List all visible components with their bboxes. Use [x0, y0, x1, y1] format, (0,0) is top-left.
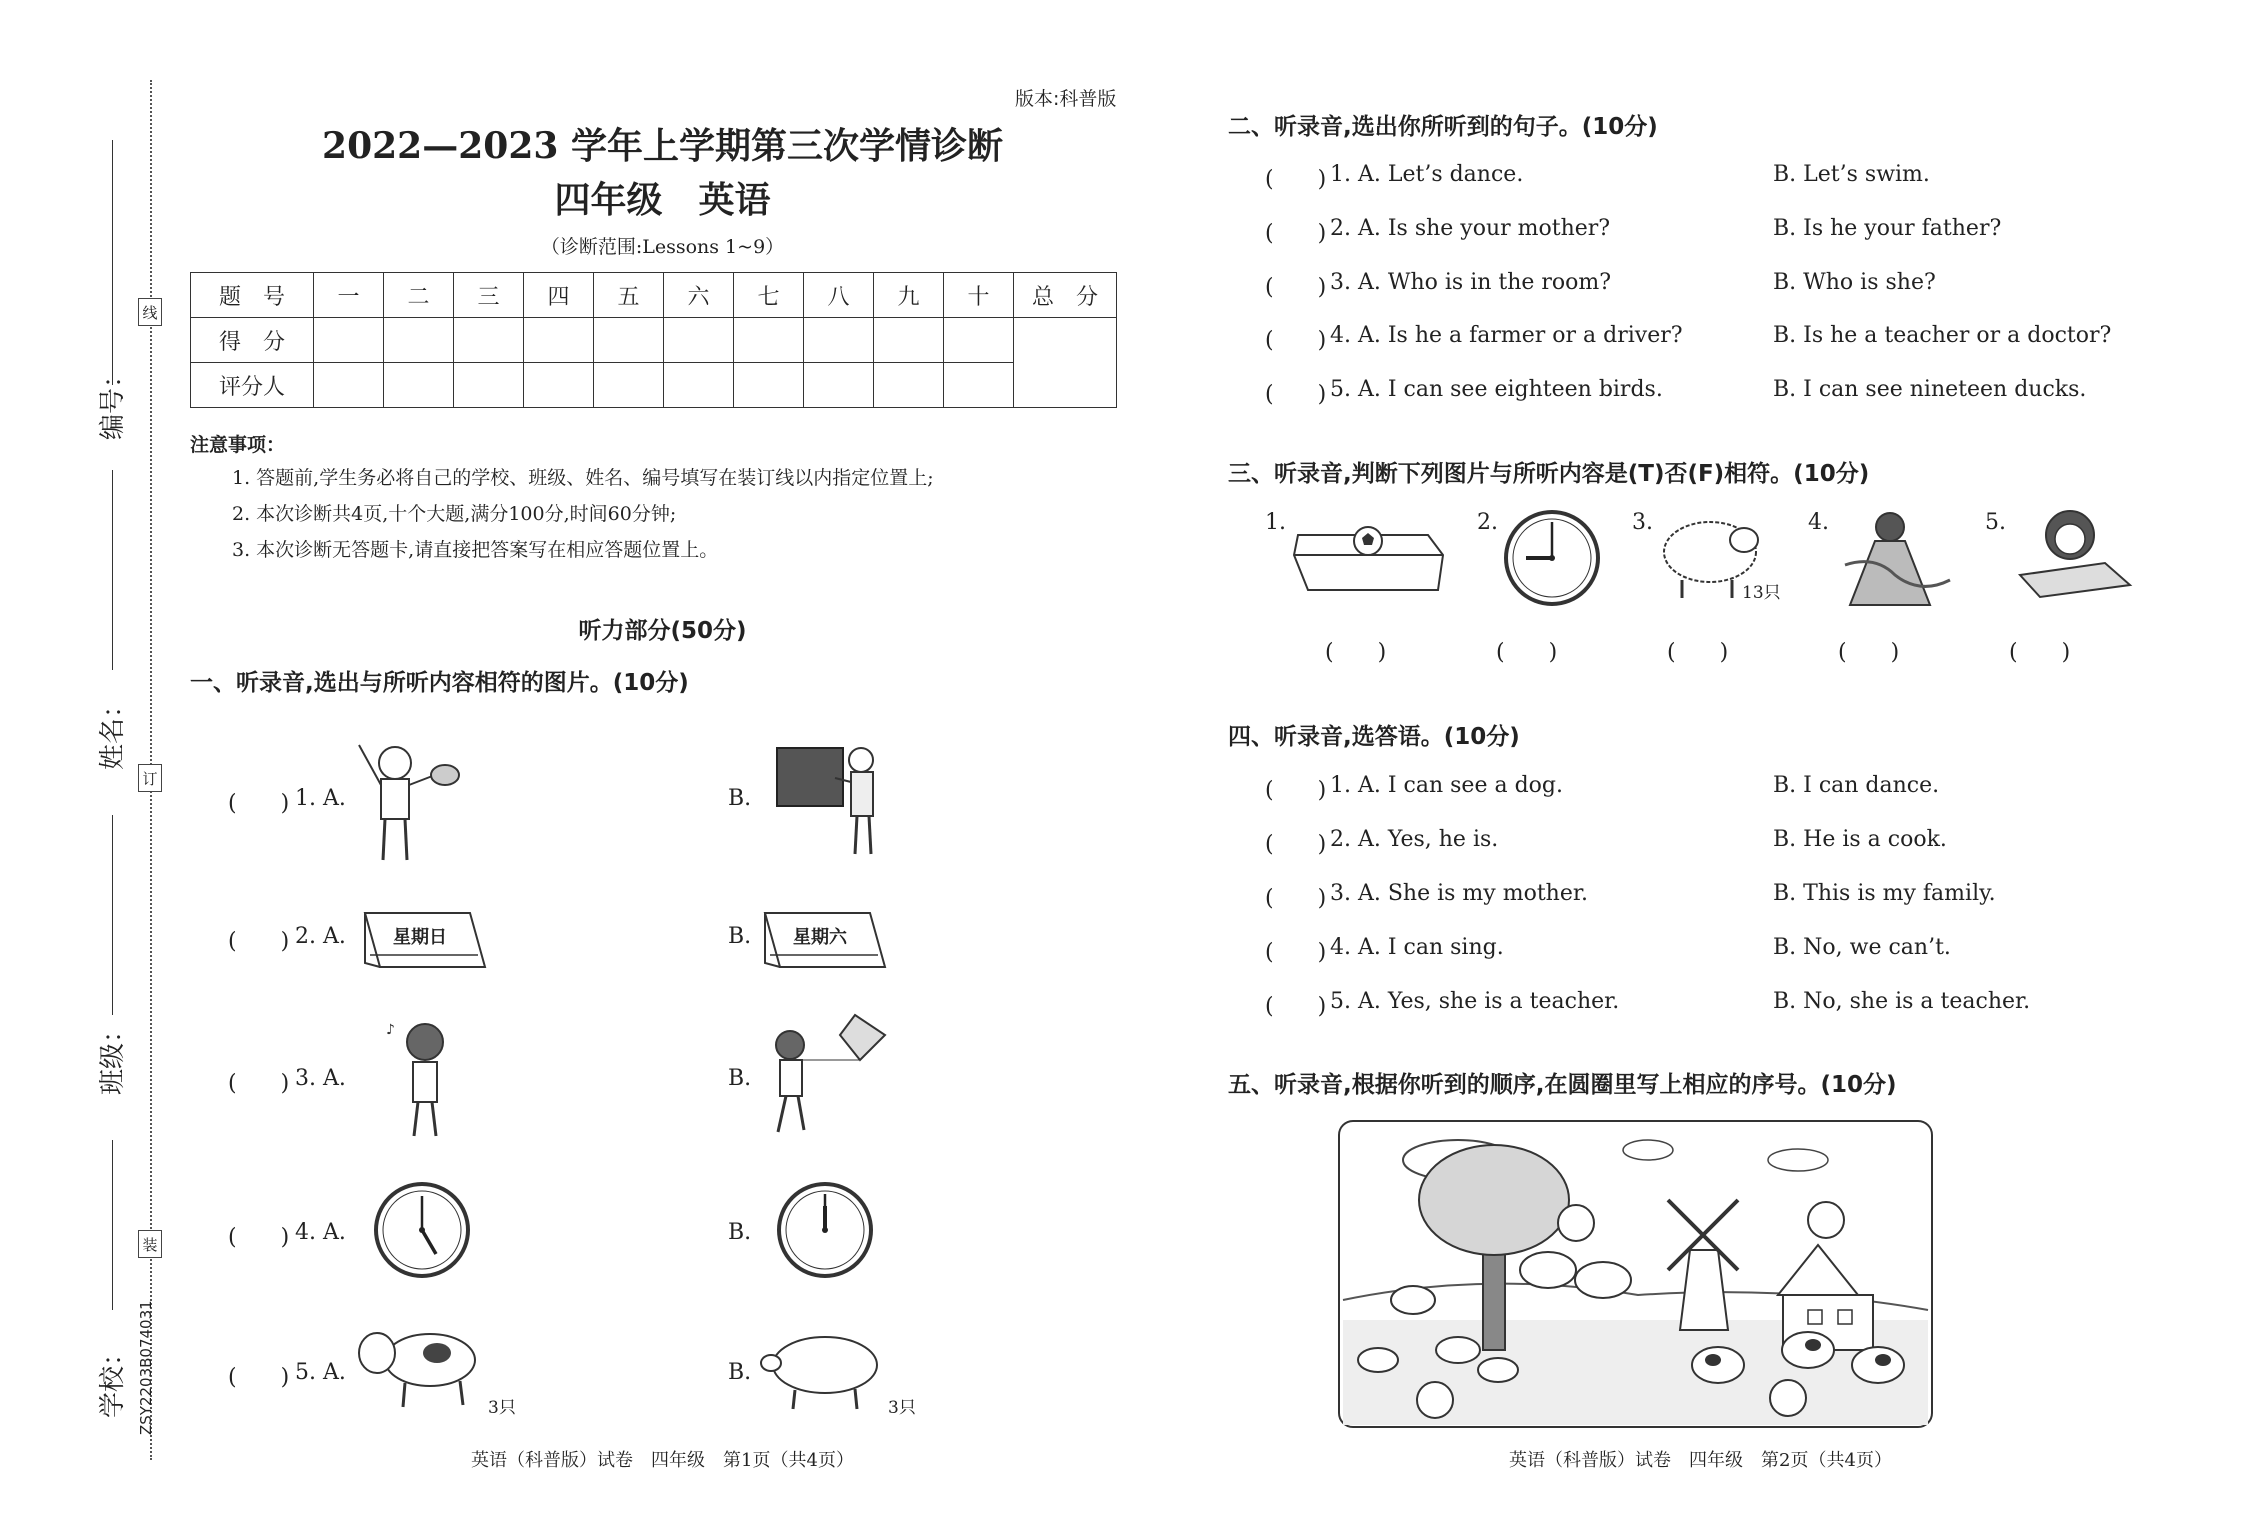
calendar-sunday-text: 星期日	[393, 927, 447, 948]
name-label: 姓名：	[98, 691, 128, 770]
score-cell[interactable]	[804, 318, 874, 363]
grader-cell[interactable]	[944, 363, 1014, 408]
score-cell[interactable]	[524, 318, 594, 363]
s4-q5-a: 5. A. Yes, she is a teacher.	[1330, 989, 1620, 1014]
score-row-label: 得 分	[191, 318, 314, 363]
s4-q3-a: 3. A. She is my mother.	[1330, 881, 1588, 906]
s3-paren-1[interactable]: ( )	[1325, 640, 1387, 665]
calendar-saturday-text: 星期六	[793, 927, 847, 948]
class-underline	[112, 815, 113, 1015]
s1-q5-paren[interactable]: ( )	[228, 1365, 290, 1390]
pig-count: 3只	[888, 1398, 916, 1418]
score-row	[191, 318, 1117, 363]
s4-q1-b: B. I can dance.	[1773, 773, 1940, 798]
s3-num-5: 5.	[1985, 510, 2006, 535]
class-label: 班级：	[98, 1016, 128, 1095]
name-underline	[112, 470, 113, 670]
score-table	[190, 272, 1117, 408]
s4-q1-a: 1. A. I can see a dog.	[1330, 773, 1563, 798]
edition-label: 版本:科普版	[1015, 88, 1117, 110]
s4-q3-b: B. This is my family.	[1773, 881, 1996, 906]
s1-q1-label: 1. A.	[295, 786, 346, 811]
s1-q1-b: B.	[728, 786, 752, 811]
s2-q4-b: B. Is he a teacher or a doctor?	[1773, 323, 2112, 348]
grader-cell[interactable]	[804, 363, 874, 408]
s3-num-3: 3.	[1632, 510, 1653, 535]
grader-cell[interactable]	[734, 363, 804, 408]
score-header-cell: 十	[944, 273, 1014, 318]
clock-five-icon	[372, 1180, 472, 1280]
section2-title: 二、听录音,选出你所听到的句子。(10分)	[1228, 114, 1658, 140]
s3-num-2: 2.	[1477, 510, 1498, 535]
s1-q3-b: B.	[728, 1066, 752, 1091]
s2-q1-a: 1. A. Let’s dance.	[1330, 162, 1524, 187]
s4-q2-a: 2. A. Yes, he is.	[1330, 827, 1499, 852]
binding-mark-bind: 订	[138, 764, 162, 792]
score-header-cell: 四	[524, 273, 594, 318]
s1-q3-label: 3. A.	[295, 1066, 346, 1091]
grader-cell[interactable]	[594, 363, 664, 408]
s3-num-1: 1.	[1265, 510, 1286, 535]
s2-q3-b: B. Who is she?	[1773, 270, 1936, 295]
grader-cell[interactable]	[454, 363, 524, 408]
section5-title: 五、听录音,根据你听到的顺序,在圆圈里写上相应的序号。(10分)	[1228, 1072, 1897, 1098]
s4-q4-a: 4. A. I can sing.	[1330, 935, 1504, 960]
s2-q5-a: 5. A. I can see eighteen birds.	[1330, 377, 1663, 402]
note-item: 2. 本次诊断共4页,十个大题,满分100分,时间60分钟;	[232, 503, 677, 525]
grader-row-label: 评分人	[191, 363, 314, 408]
s3-paren-2[interactable]: ( )	[1496, 640, 1558, 665]
s1-q4-label: 4. A.	[295, 1220, 346, 1245]
s2-q4-paren[interactable]: ( )	[1265, 328, 1327, 353]
calendar-saturday-icon	[760, 905, 890, 975]
score-header-cell: 二	[384, 273, 454, 318]
page2-footer: 英语（科普版）试卷 四年级 第2页（共4页）	[1509, 1450, 1892, 1471]
s2-q5-paren[interactable]: ( )	[1265, 382, 1327, 407]
score-cell[interactable]	[594, 318, 664, 363]
section1-title: 一、听录音,选出与所听内容相符的图片。(10分)	[190, 670, 689, 696]
score-header-cell: 三	[454, 273, 524, 318]
score-header-cell: 八	[804, 273, 874, 318]
score-cell[interactable]	[314, 318, 384, 363]
score-table-header-row	[191, 273, 1117, 318]
paper-code: ZSY2203B074031	[137, 1300, 155, 1435]
s2-q3-paren[interactable]: ( )	[1265, 275, 1327, 300]
s2-q1-b: B. Let’s swim.	[1773, 162, 1930, 187]
score-cell[interactable]	[944, 318, 1014, 363]
score-header-cell: 题 号	[191, 273, 314, 318]
fairy-lady-icon	[1835, 505, 1955, 615]
s1-q1-paren[interactable]: ( )	[228, 791, 290, 816]
s4-q4-paren[interactable]: ( )	[1265, 940, 1327, 965]
score-cell[interactable]	[734, 318, 804, 363]
s1-q4-paren[interactable]: ( )	[228, 1225, 290, 1250]
total-score-cell[interactable]	[1014, 318, 1117, 408]
score-cell[interactable]	[454, 318, 524, 363]
s1-q2-label: 2. A.	[295, 924, 346, 949]
listening-part-title: 听力部分(50分)	[578, 618, 747, 644]
boy-with-plane-icon	[345, 735, 465, 865]
s1-q2-paren[interactable]: ( )	[228, 929, 290, 954]
school-label: 学校：	[98, 1339, 128, 1418]
s4-q5-b: B. No, she is a teacher.	[1773, 989, 2031, 1014]
number-underline	[112, 140, 113, 385]
exam-subtitle: 四年级 英语	[554, 179, 771, 221]
girl-reading-icon	[2010, 505, 2135, 600]
score-header-cell: 总 分	[1014, 273, 1117, 318]
s4-q5-paren[interactable]: ( )	[1265, 994, 1327, 1019]
exam-title: 2022—2023 学年上学期第三次学情诊断	[322, 125, 1003, 167]
score-header-cell: 一	[314, 273, 384, 318]
s1-q5-b: B.	[728, 1360, 752, 1385]
svg-text:♪: ♪	[386, 1022, 395, 1038]
s2-q4-a: 4. A. Is he a farmer or a driver?	[1330, 323, 1683, 348]
grader-cell[interactable]	[664, 363, 734, 408]
s4-q2-b: B. He is a cook.	[1773, 827, 1947, 852]
score-header-cell: 七	[734, 273, 804, 318]
grader-cell[interactable]	[524, 363, 594, 408]
s4-q4-b: B. No, we can’t.	[1773, 935, 1951, 960]
cow-icon	[355, 1315, 485, 1410]
box-with-football-icon	[1288, 515, 1448, 595]
clock-nine-icon	[1502, 508, 1602, 608]
s2-q2-b: B. Is he your father?	[1773, 216, 2002, 241]
notes-list	[232, 460, 934, 568]
s4-q1-paren[interactable]: ( )	[1265, 778, 1327, 803]
s4-q2-paren[interactable]: ( )	[1265, 832, 1327, 857]
section3-title: 三、听录音,判断下列图片与所听内容是(T)否(F)相符。(10分)	[1228, 461, 1870, 487]
s3-num-4: 4.	[1808, 510, 1829, 535]
s1-q2-b: B.	[728, 924, 752, 949]
score-header-cell: 九	[874, 273, 944, 318]
s1-q3-paren[interactable]: ( )	[228, 1071, 290, 1096]
score-header-cell: 六	[664, 273, 734, 318]
s2-q1-paren[interactable]: ( )	[1265, 167, 1327, 192]
page1-footer: 英语（科普版）试卷 四年级 第1页（共4页）	[471, 1450, 854, 1471]
farm-scene-picture	[1338, 1120, 1933, 1428]
s3-paren-5[interactable]: ( )	[2009, 640, 2071, 665]
sheep-count: 13只	[1742, 583, 1781, 603]
s1-q4-b: B.	[728, 1220, 752, 1245]
binding-mark-pack: 装	[138, 1230, 162, 1258]
note-item: 3. 本次诊断无答题卡,请直接把答案写在相应答题位置上。	[232, 539, 719, 561]
grader-cell[interactable]	[874, 363, 944, 408]
exam-scope: （诊断范围:Lessons 1~9）	[540, 236, 785, 258]
grader-row	[191, 363, 1117, 408]
s2-q5-b: B. I can see nineteen ducks.	[1773, 377, 2087, 402]
binding-mark-line: 线	[138, 298, 162, 326]
number-label: 编号：	[98, 361, 128, 440]
calendar-sunday-icon	[360, 905, 490, 975]
note-item: 1. 答题前,学生务必将自己的学校、班级、姓名、编号填写在装订线以内指定位置上;	[232, 467, 934, 489]
s2-q2-paren[interactable]: ( )	[1265, 221, 1327, 246]
girl-singing-icon	[380, 1020, 470, 1140]
score-header-cell: 五	[594, 273, 664, 318]
s3-paren-3[interactable]: ( )	[1667, 640, 1729, 665]
school-underline	[112, 1140, 113, 1310]
s4-q3-paren[interactable]: ( )	[1265, 886, 1327, 911]
cow-count: 3只	[488, 1398, 516, 1418]
s1-q5-label: 5. A.	[295, 1360, 346, 1385]
teacher-at-board-icon	[775, 742, 895, 862]
score-cell[interactable]	[384, 318, 454, 363]
clock-twelve-icon	[775, 1180, 875, 1280]
section4-title: 四、听录音,选答语。(10分)	[1228, 724, 1520, 750]
s3-paren-4[interactable]: ( )	[1838, 640, 1900, 665]
score-cell[interactable]	[874, 318, 944, 363]
notes-title: 注意事项：	[190, 434, 286, 456]
grader-cell[interactable]	[314, 363, 384, 408]
boy-with-kite-icon	[760, 1010, 890, 1140]
pig-icon	[755, 1325, 890, 1410]
grader-cell[interactable]	[384, 363, 454, 408]
s2-q3-a: 3. A. Who is in the room?	[1330, 270, 1612, 295]
score-cell[interactable]	[664, 318, 734, 363]
s2-q2-a: 2. A. Is she your mother?	[1330, 216, 1611, 241]
